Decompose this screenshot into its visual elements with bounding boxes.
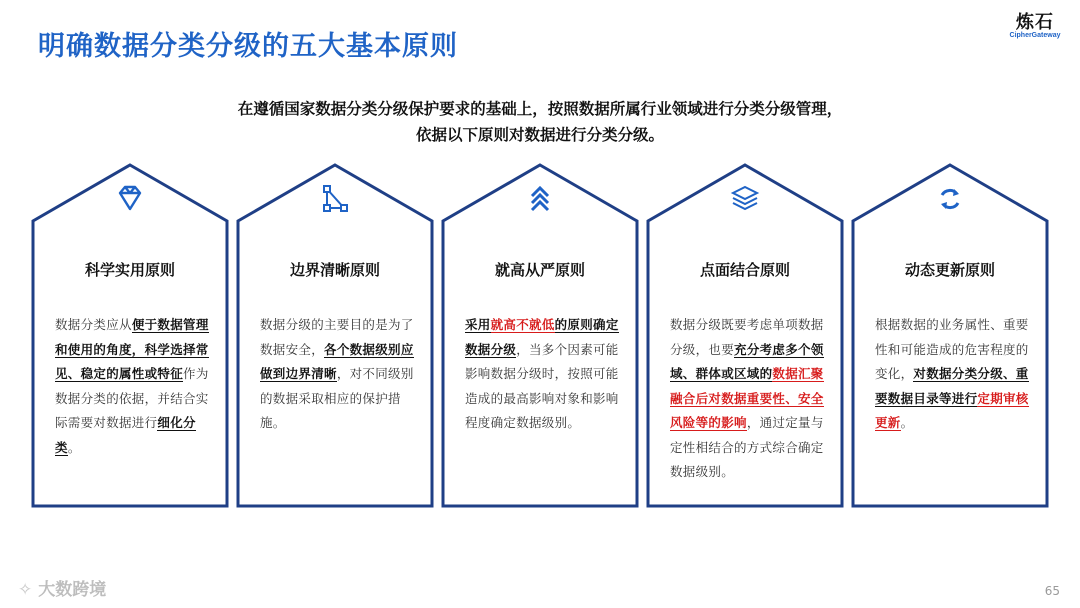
- chevrons-up-icon: [524, 183, 556, 215]
- card-body: [465, 313, 621, 436]
- body-text: 根据数据的业务属性、重要性和可能造成的危害程度的变化，: [875, 317, 1029, 381]
- principle-card: [236, 163, 434, 508]
- logo-main-text: 炼石: [1016, 12, 1054, 33]
- highlight-text-red: 就高不就低: [490, 317, 555, 332]
- emphasis-text: 对数据分类分级、重要数据目录等进行: [875, 366, 1029, 406]
- principle-card: [31, 163, 229, 508]
- card-title: 点面结合原则: [699, 261, 790, 279]
- highlight-text-red: 数据汇聚融合后对数据重要性、安全风险等的影响: [670, 366, 824, 430]
- card-title: 动态更新原则: [904, 261, 995, 279]
- body-text: ，当多个因素可能影响数据分级时，按照可能造成的最高影响对象和影响程度确定数据级别。: [465, 341, 619, 430]
- card-body: [260, 313, 416, 436]
- triangle-nodes-icon: [319, 183, 351, 215]
- layers-icon: [729, 183, 761, 215]
- intro-line-2: 依据以下原则对数据进行分类分级。: [415, 126, 664, 144]
- emphasis-text: 采用: [465, 317, 491, 332]
- body-text: 数据分级既要考虑单项数据分级，也要: [670, 317, 824, 357]
- intro-line-1: 在遵循国家数据分类分级保护要求的基础上，按照数据所属行业领域进行分类分级管理，: [237, 100, 843, 118]
- body-text: 。: [67, 439, 81, 455]
- body-text: 数据分类应从: [55, 317, 132, 332]
- emphasis-text: 的原则确定数据分级: [465, 317, 619, 357]
- emphasis-text: 充分考虑多个领域、群体或区域的: [670, 341, 824, 381]
- card-title: 边界清晰原则: [289, 261, 380, 279]
- principle-card: [441, 163, 639, 508]
- principle-card: [851, 163, 1049, 508]
- diamond-icon: [114, 183, 146, 215]
- brand-logo: [1002, 8, 1068, 39]
- card-title: 科学实用原则: [84, 261, 175, 279]
- footer-brand-text: 大数跨境: [38, 580, 107, 600]
- logo-sub-text: CipherGateway: [1009, 32, 1061, 39]
- body-text: 数据分级的主要目的是为了数据安全，: [260, 317, 414, 357]
- emphasis-text: 便于数据管理和使用的角度，科学选择常见、稳定的属性或特征: [55, 317, 209, 381]
- principle-card: [646, 163, 844, 508]
- body-text: 。: [900, 415, 914, 430]
- refresh-icon: [934, 183, 966, 215]
- highlight-text-red: 定期审核更新: [875, 390, 1029, 430]
- body-text: ，通过定量与定性相结合的方式综合确定数据级别。: [670, 415, 824, 479]
- emphasis-text: 各个数据级别应做到边界清晰: [260, 341, 414, 381]
- footer-brand: [18, 575, 106, 600]
- footer-logo-icon: ✧: [18, 580, 33, 600]
- card-title: 就高从严原则: [494, 261, 585, 279]
- card-body: [55, 313, 211, 460]
- emphasis-text: 细化分类: [55, 415, 196, 455]
- page-title: 明确数据分类分级的五大基本原则: [38, 31, 458, 62]
- page-number: 65: [1044, 584, 1060, 598]
- body-text: 作为数据分类的依据，并结合实际需要对数据进行: [55, 366, 209, 430]
- card-body: [875, 313, 1031, 436]
- card-body: [670, 313, 826, 485]
- body-text: ，对不同级别的数据采取相应的保护措施。: [260, 366, 414, 430]
- intro-text: [0, 96, 1080, 148]
